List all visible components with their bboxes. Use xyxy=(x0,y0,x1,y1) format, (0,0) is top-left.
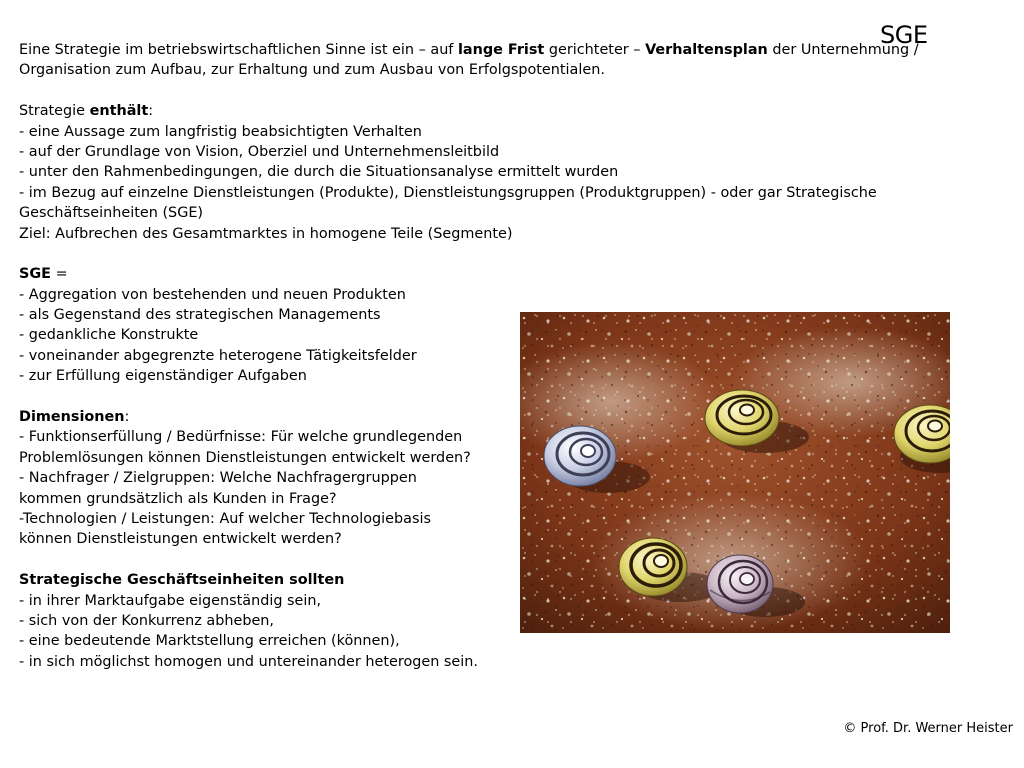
list-item: - voneinander abgegrenzte heterogene Tätigkeitsfelder xyxy=(19,347,417,364)
copyright-notice: © Prof. Dr. Werner Heister xyxy=(843,721,1013,736)
dimensions-heading-colon: : xyxy=(124,409,130,426)
list-item: Geschäftseinheiten (SGE) xyxy=(19,205,204,222)
snails-photo-graphic xyxy=(520,312,950,633)
snail-shell xyxy=(544,426,616,486)
intro-text-c: gerichteter – xyxy=(544,42,646,58)
snails-photo xyxy=(520,312,950,633)
list-item: - auf der Grundlage von Vision, Oberziel und Unternehmensleitbild xyxy=(19,143,500,160)
list-item: - sich von der Konkurrenz abheben, xyxy=(19,612,274,629)
intro-bold-lange-frist: lange Frist xyxy=(457,42,545,58)
snail-shell xyxy=(707,555,773,613)
intro-bold-verhaltensplan: Verhaltensplan xyxy=(645,42,768,58)
sge-heading xyxy=(19,264,999,284)
list-item: Ziel: Aufbrechen des Gesamtmarktes in homogene Teile (Segmente) xyxy=(19,225,513,242)
strategy-heading xyxy=(19,101,999,121)
spacer xyxy=(19,81,999,101)
list-item: Problemlösungen können Dienstleistungen entwickelt werden? xyxy=(19,449,471,466)
list-item: - Aggregation von bestehenden und neuen Produkten xyxy=(19,286,406,303)
list-item: - eine Aussage zum langfristig beabsichtigten Verhalten xyxy=(19,123,422,140)
list-item: - in ihrer Marktaufgabe eigenständig sein, xyxy=(19,592,322,609)
list-item: - in sich möglichst homogen und untereinander heterogen sein. xyxy=(19,653,478,670)
list-item: - Nachfrager / Zielgruppen: Welche Nachfragergruppen xyxy=(19,470,417,487)
sge-heading-eq: = xyxy=(51,266,68,283)
intro-text-a: Eine Strategie im betriebswirtschaftlichen Sinne ist ein – auf xyxy=(19,42,458,58)
list-item: -Technologien / Leistungen: Auf welcher Technologiebasis xyxy=(19,510,431,527)
sge-heading-bold: SGE xyxy=(19,266,52,283)
spacer xyxy=(19,244,999,264)
strategy-heading-bold: enthält xyxy=(89,103,149,120)
list-item: - im Bezug auf einzelne Dienstleistungen (Produkte), Dienstleistungsgruppen (Produktgruppen) - oder gar Strategische xyxy=(19,184,877,201)
snail-shell xyxy=(619,538,687,596)
intro-text-e: der Unternehmung / xyxy=(767,42,919,58)
dimensions-heading-bold: Dimensionen xyxy=(19,409,125,426)
list-item: - gedankliche Konstrukte xyxy=(19,327,199,344)
list-item: - als Gegenstand des strategischen Managements xyxy=(19,307,381,324)
strategy-heading-a: Strategie xyxy=(19,103,90,120)
intro-line-1 xyxy=(19,40,999,60)
should-heading-bold: Strategische Geschäftseinheiten sollten xyxy=(19,572,345,589)
list-item: - zur Erfüllung eigenständiger Aufgaben xyxy=(19,368,307,385)
list-item: kommen grundsätzlich als Kunden in Frage? xyxy=(19,490,337,507)
list-item: - eine bedeutende Marktstellung erreichen (können), xyxy=(19,633,400,650)
list-item: - unter den Rahmenbedingungen, die durch die Situationsanalyse ermittelt wurden xyxy=(19,164,619,181)
list-item: können Dienstleistungen entwickelt werden? xyxy=(19,531,342,548)
snail-shell xyxy=(705,390,779,446)
strategy-heading-colon: : xyxy=(148,103,154,120)
intro-line-2: Organisation zum Aufbau, zur Erhaltung und zum Ausbau von Erfolgspotentialen. xyxy=(19,62,605,79)
slide-title: SGE xyxy=(880,21,928,49)
list-item: - Funktionserfüllung / Bedürfnisse: Für welche grundlegenden xyxy=(19,429,463,446)
